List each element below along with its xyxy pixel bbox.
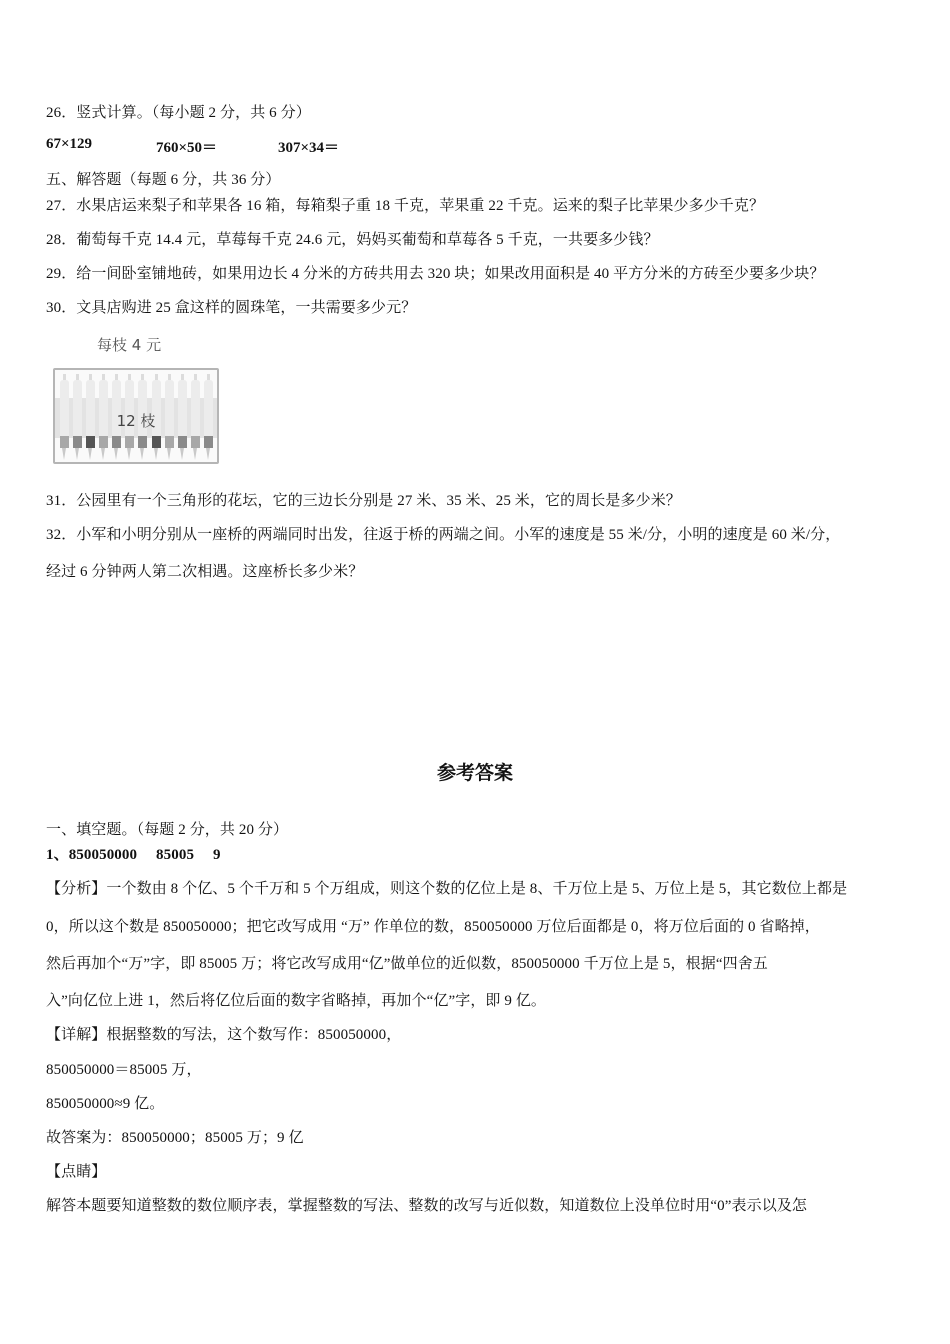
q32-line-2: 经过 6 分钟两人第二次相遇。这座桥长多少米？ (46, 564, 364, 580)
q30: 30．文具店购进 25 盒这样的圆珠笔，一共需要多少元？ (46, 300, 417, 316)
pen-count-label: 12 枝 (116, 412, 156, 430)
calc-item-3: 307×34＝ (278, 140, 340, 156)
q27: 27．水果店运来梨子和苹果各 16 箱，每箱梨子重 18 千克，苹果重 22 千克。运来的梨子比苹果少多少千克？ (46, 198, 765, 214)
analysis-line-2: 0，所以这个数是 850050000；把它改写成用 “万” 作单位的数，850050000 万位后面都是 0，将万位后面的 0 省略掉， (46, 919, 820, 935)
q28: 28．葡萄每千克 14.4 元，草莓每千克 24.6 元，妈妈买葡萄和草莓各 5 千克，一共要多少钱？ (46, 232, 659, 248)
detail-line-1: 【详解】根据整数的写法，这个数写作：850050000， (46, 1027, 402, 1043)
q32-line-1: 32．小军和小明分别从一座桥的两端同时出发，往返于桥的两端之间。小军的速度是 55 米/分，小明的速度是 60 米/分， (46, 527, 841, 543)
analysis-line-4: 入”向亿位上进 1，然后将亿位后面的数字省略掉，再加个“亿”字，即 9 亿。 (46, 993, 547, 1009)
comment-label: 【点睛】 (46, 1164, 107, 1180)
q31: 31．公园里有一个三角形的花坛，它的三边长分别是 27 米、35 米、25 米，它的周长是多少米？ (46, 493, 681, 509)
analysis-line-1: 【分析】一个数由 8 个亿、5 个千万和 5 个万组成，则这个数的亿位上是 8、千万位上是 5、万位上是 5，其它数位上都是 (46, 881, 848, 897)
detail-line-4: 故答案为：850050000；85005 万；9 亿 (46, 1130, 304, 1146)
analysis-line-3: 然后再加个“万”字，即 85005 万；将它改写成用“亿”做单位的近似数，850050000 千万位上是 5，根据“四舍五 (46, 956, 768, 972)
q29: 29．给一间卧室铺地砖，如果用边长 4 分米的方砖共用去 320 块；如果改用面积是 40 平方分米的方砖至少要多少块？ (46, 266, 825, 282)
q26-title: 26．竖式计算。（每小题 2 分，共 6 分） (46, 105, 311, 121)
calc-item-1: 67×129 (46, 136, 93, 152)
detail-line-2: 850050000＝85005 万， (46, 1062, 202, 1078)
answers-section-1-heading: 一、填空题。（每题 2 分，共 20 分） (46, 822, 289, 838)
answer-1: 1、850050000 85005 9 (46, 847, 221, 863)
q26-calc-row (46, 136, 646, 156)
comment-text: 解答本题要知道整数的数位顺序表，掌握整数的写法、整数的改写与近似数，知道数位上没单位时用“0”表示以及怎 (46, 1198, 808, 1214)
calc-item-2: 760×50＝ (156, 140, 218, 156)
pen-box (53, 368, 219, 464)
answers-title: 参考答案 (436, 762, 513, 784)
price-caption: 每枝 4 元 (97, 336, 162, 354)
section-5-heading: 五、解答题（每题 6 分，共 36 分） (46, 172, 281, 188)
detail-line-3: 850050000≈9 亿。 (46, 1096, 165, 1112)
pen-box-figure (50, 330, 225, 470)
